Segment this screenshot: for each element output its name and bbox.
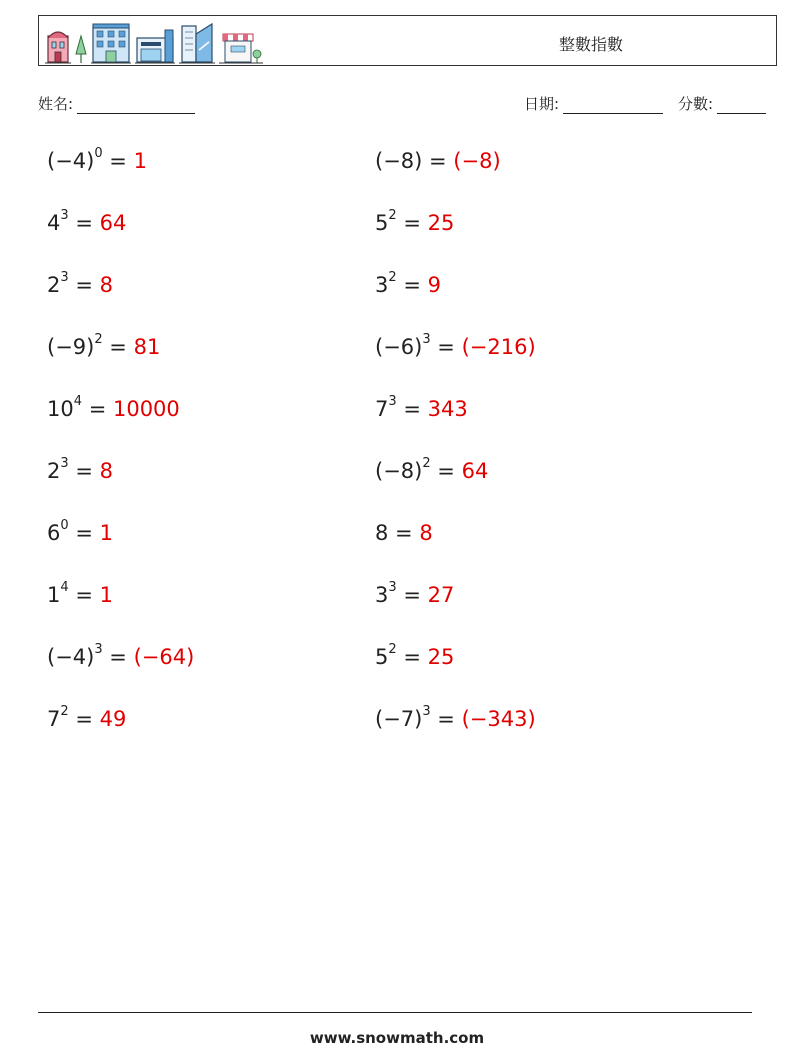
equals-sign: = xyxy=(396,273,428,297)
problem-4 xyxy=(375,208,455,235)
problem-exponent: 3 xyxy=(422,704,431,719)
problem-base: 10 xyxy=(47,397,74,421)
problem-answer: 1 xyxy=(133,149,147,173)
problem-exponent: 3 xyxy=(388,580,397,595)
problem-base: 7 xyxy=(47,707,61,731)
equals-sign: = xyxy=(430,335,462,359)
problem-2 xyxy=(375,149,501,173)
problem-3 xyxy=(47,208,127,235)
problem-base: 2 xyxy=(47,459,61,483)
equals-sign: = xyxy=(396,645,428,669)
problem-base: 3 xyxy=(375,273,389,297)
problem-answer: (−216) xyxy=(461,335,536,359)
name-label: 姓名: xyxy=(38,95,74,113)
problem-base: 7 xyxy=(375,397,389,421)
problem-18 xyxy=(375,642,455,669)
problem-base: (−8) xyxy=(375,149,423,173)
problem-answer: (−343) xyxy=(461,707,536,731)
worksheet-header xyxy=(38,15,777,66)
score-blank[interactable] xyxy=(717,98,766,114)
equals-sign: = xyxy=(102,645,134,669)
problem-answer: (−8) xyxy=(453,149,501,173)
problem-exponent: 2 xyxy=(60,704,69,719)
problem-base: 4 xyxy=(47,211,61,235)
market-stall-icon xyxy=(219,30,263,64)
problem-answer: 8 xyxy=(99,459,113,483)
problem-5 xyxy=(47,270,113,297)
problem-base: (−7) xyxy=(375,707,423,731)
equals-sign: = xyxy=(68,273,100,297)
problem-12 xyxy=(375,456,489,483)
equals-sign: = xyxy=(68,707,100,731)
problem-exponent: 2 xyxy=(388,642,397,657)
problem-14 xyxy=(375,521,433,545)
equals-sign: = xyxy=(68,583,100,607)
problem-19 xyxy=(47,704,127,731)
problem-answer: 1 xyxy=(99,521,113,545)
store-icon xyxy=(135,28,175,64)
office-tower-icon xyxy=(179,20,215,64)
problem-answer: (−64) xyxy=(133,645,195,669)
problem-answer: 27 xyxy=(427,583,455,607)
problem-9 xyxy=(47,394,180,421)
problem-base: (−6) xyxy=(375,335,423,359)
equals-sign: = xyxy=(68,459,100,483)
equals-sign: = xyxy=(430,707,462,731)
equals-sign: = xyxy=(102,149,134,173)
problem-answer: 81 xyxy=(133,335,161,359)
problem-base: 1 xyxy=(47,583,61,607)
problem-base: 5 xyxy=(375,211,389,235)
equals-sign: = xyxy=(388,521,420,545)
problem-1 xyxy=(47,146,147,173)
problem-exponent: 3 xyxy=(94,642,103,657)
problem-17 xyxy=(47,642,195,669)
problem-20 xyxy=(375,704,536,731)
problem-answer: 9 xyxy=(427,273,441,297)
house-icon xyxy=(45,26,71,64)
equals-sign: = xyxy=(430,459,462,483)
problem-answer: 25 xyxy=(427,645,455,669)
problem-answer: 10000 xyxy=(112,397,180,421)
problem-exponent: 2 xyxy=(94,332,103,347)
score-field xyxy=(678,93,766,114)
problem-6 xyxy=(375,270,441,297)
problem-exponent: 3 xyxy=(60,270,69,285)
problem-base: 3 xyxy=(375,583,389,607)
equals-sign: = xyxy=(102,335,134,359)
problem-answer: 1 xyxy=(99,583,113,607)
problem-exponent: 3 xyxy=(60,456,69,471)
problem-exponent: 2 xyxy=(388,208,397,223)
apartment-icon xyxy=(91,22,131,64)
problem-exponent: 3 xyxy=(60,208,69,223)
date-blank[interactable] xyxy=(563,98,663,114)
worksheet-title: 整數指數 xyxy=(559,35,624,54)
problem-answer: 49 xyxy=(99,707,127,731)
problem-base: (−4) xyxy=(47,645,95,669)
problem-exponent: 2 xyxy=(422,456,431,471)
problem-answer: 64 xyxy=(461,459,489,483)
tree-icon xyxy=(75,34,87,64)
equals-sign: = xyxy=(396,211,428,235)
problem-answer: 8 xyxy=(99,273,113,297)
header-icons xyxy=(45,20,263,64)
problem-exponent: 3 xyxy=(422,332,431,347)
problem-8 xyxy=(375,332,536,359)
date-label: 日期: xyxy=(524,95,560,113)
problem-exponent: 4 xyxy=(60,580,69,595)
problem-exponent: 4 xyxy=(73,394,83,409)
problem-exponent: 0 xyxy=(94,146,103,161)
problem-16 xyxy=(375,580,455,607)
problem-exponent: 3 xyxy=(388,394,397,409)
name-blank[interactable] xyxy=(77,98,195,114)
problem-15 xyxy=(47,580,113,607)
problem-answer: 343 xyxy=(427,397,468,421)
problem-exponent: 0 xyxy=(60,518,69,533)
problem-11 xyxy=(47,456,113,483)
problem-answer: 25 xyxy=(427,211,455,235)
score-label: 分數: xyxy=(678,95,714,113)
equals-sign: = xyxy=(68,211,100,235)
problem-base: 8 xyxy=(375,521,389,545)
equals-sign: = xyxy=(82,397,113,421)
problem-base: 5 xyxy=(375,645,389,669)
problem-7 xyxy=(47,332,161,359)
equals-sign: = xyxy=(422,149,454,173)
footer-divider xyxy=(38,1012,752,1013)
problem-base: (−8) xyxy=(375,459,423,483)
problem-base: (−9) xyxy=(47,335,95,359)
name-field xyxy=(38,93,195,114)
footer-url[interactable]: www.snowmath.com xyxy=(309,1029,485,1047)
date-field xyxy=(524,93,663,114)
equals-sign: = xyxy=(396,397,428,421)
problem-13 xyxy=(47,518,113,545)
problem-exponent: 2 xyxy=(388,270,397,285)
problem-answer: 64 xyxy=(99,211,127,235)
problem-base: 2 xyxy=(47,273,61,297)
equals-sign: = xyxy=(68,521,100,545)
problem-answer: 8 xyxy=(419,521,433,545)
problem-base: (−4) xyxy=(47,149,95,173)
problem-10 xyxy=(375,394,468,421)
equals-sign: = xyxy=(396,583,428,607)
problem-base: 6 xyxy=(47,521,61,545)
